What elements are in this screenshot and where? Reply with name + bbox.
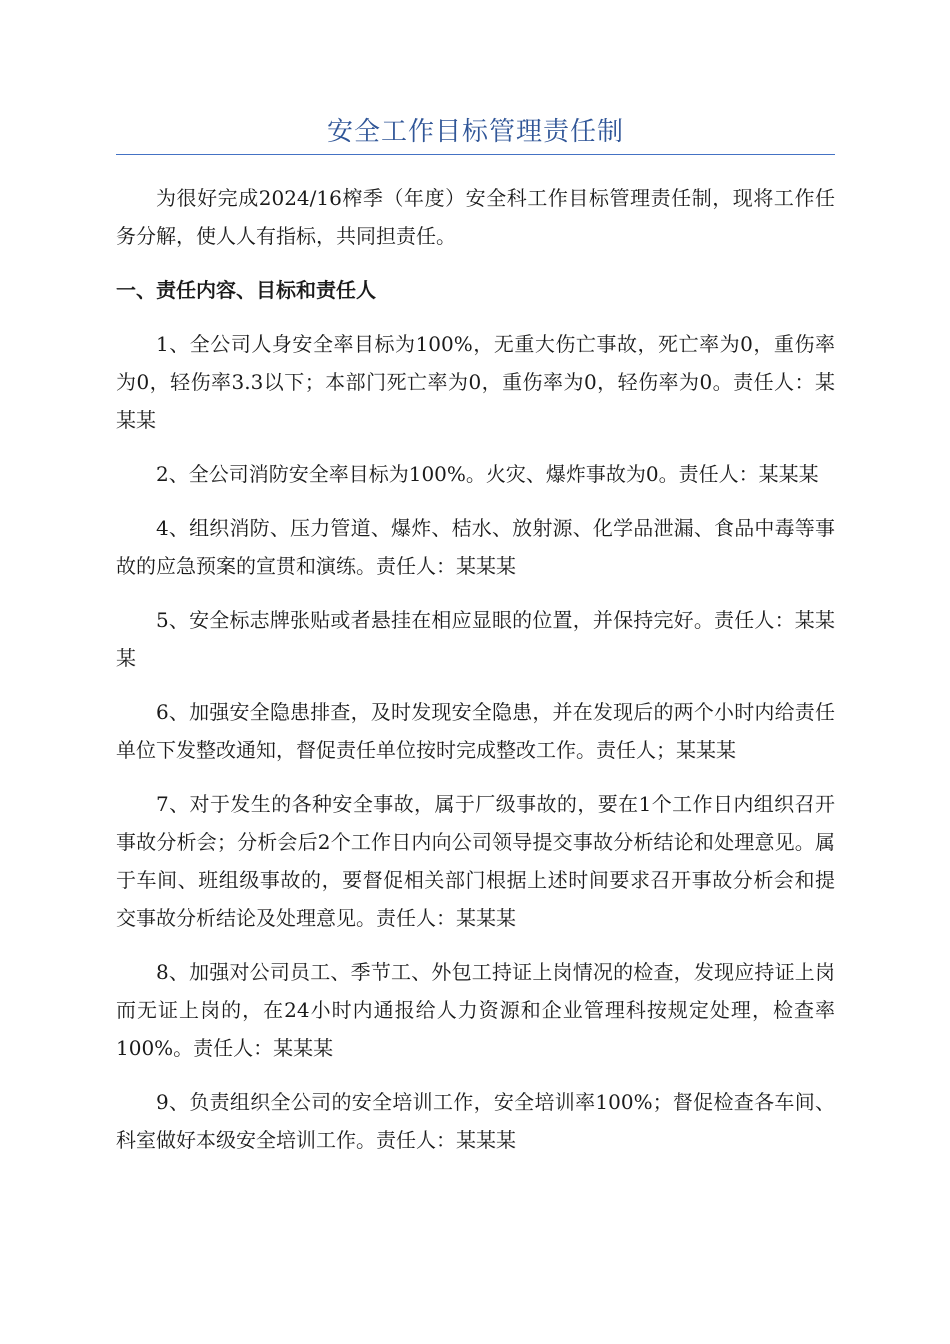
document-page [116, 112, 835, 1175]
list-item: 1、全公司人身安全率目标为100%，无重大伤亡事故，死亡率为0，重伤率为0，轻伤率3.3以下；本部门死亡率为0，重伤率为0，轻伤率为0。责任人：某某某 [116, 332, 835, 432]
list-item: 6、加强安全隐患排查，及时发现安全隐患，并在发现后的两个小时内给责任单位下发整改通知，督促责任单位按时完成整改工作。责任人；某某某 [116, 700, 835, 762]
list-item: 4、组织消防、压力管道、爆炸、桔水、放射源、化学品泄漏、食品中毒等事故的应急预案的宣贯和演练。责任人：某某某 [116, 516, 835, 578]
list-item: 5、安全标志牌张贴或者悬挂在相应显眼的位置，并保持完好。责任人：某某某 [116, 608, 835, 670]
list-item: 9、负责组织全公司的安全培训工作，安全培训率100%；督促检查各车间、科室做好本级安全培训工作。责任人：某某某 [116, 1090, 835, 1152]
section-heading: 一、责任内容、目标和责任人 [116, 278, 376, 302]
intro-paragraph: 为很好完成2024/16榨季（年度）安全科工作目标管理责任制，现将工作任务分解，使人人有指标，共同担责任。 [116, 186, 835, 248]
list-item: 7、对于发生的各种安全事故，属于厂级事故的，要在1个工作日内组织召开事故分析会；分析会后2个工作日内向公司领导提交事故分析结论和处理意见。属于车间、班组级事故的，要督促相关部门根据上述时间要求召开事故分析会和提交事故分析结论及处理意见。责任人：某某某 [116, 792, 835, 930]
document-title: 安全工作目标管理责任制 [326, 117, 624, 147]
title-underline [116, 154, 835, 155]
list-item: 2、全公司消防安全率目标为100%。火灾、爆炸事故为0。责任人：某某某 [156, 462, 819, 486]
list-item: 8、加强对公司员工、季节工、外包工持证上岗情况的检查，发现应持证上岗而无证上岗的，在24小时内通报给人力资源和企业管理科按规定处理，检查率100%。责任人：某某某 [116, 960, 835, 1060]
